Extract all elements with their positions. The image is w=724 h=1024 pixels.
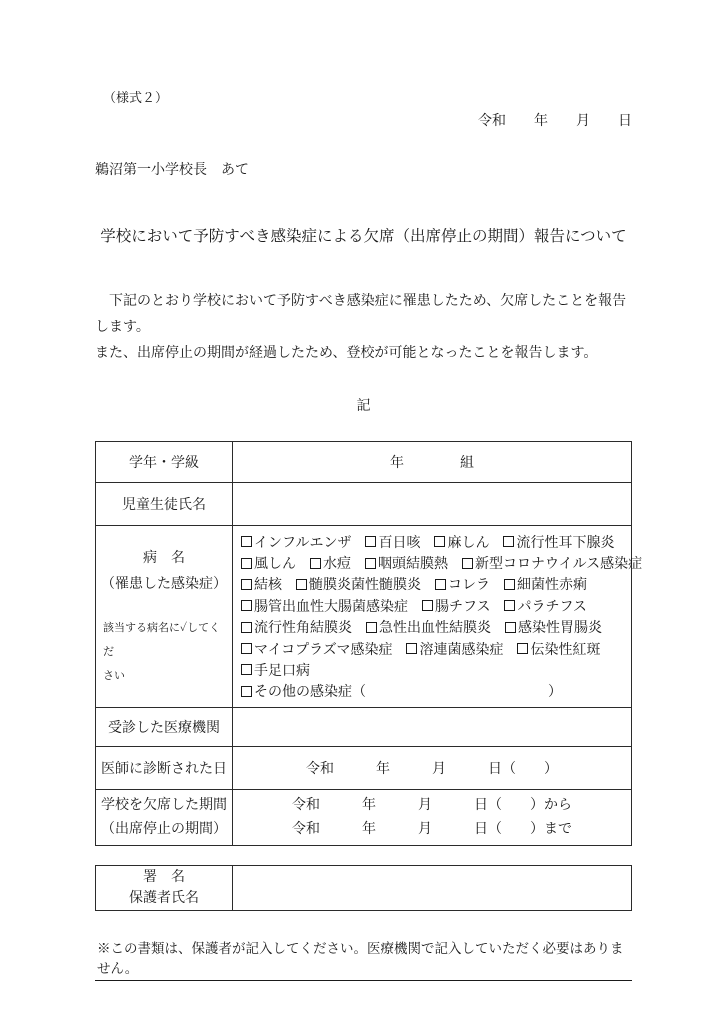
disease-label: 咽頭結膜熱 bbox=[378, 557, 448, 573]
checkbox-icon bbox=[503, 536, 514, 547]
disease-checkbox-item bbox=[517, 639, 600, 659]
checkbox-icon bbox=[365, 536, 376, 547]
signature-table bbox=[95, 865, 632, 911]
student-name-row-value bbox=[233, 483, 631, 525]
disease-line-6 bbox=[241, 638, 642, 659]
disease-checkbox-item bbox=[241, 532, 351, 552]
disease-label: 麻しん bbox=[447, 535, 490, 551]
disease-line-2 bbox=[241, 552, 642, 573]
table-row-student-name bbox=[96, 483, 631, 526]
disease-checkbox-item bbox=[505, 617, 602, 637]
disease-checkbox-item bbox=[241, 574, 282, 594]
disease-checkbox-item bbox=[241, 553, 296, 573]
disease-checkbox-item bbox=[296, 574, 421, 594]
disease-label: 新型コロナウイルス感染症 bbox=[475, 557, 643, 573]
table-row-absence-period bbox=[96, 790, 631, 845]
checkbox-icon bbox=[422, 600, 433, 611]
table-row-grade bbox=[96, 442, 631, 483]
disease-label: 結核 bbox=[254, 578, 282, 594]
report-date-line: 令和 年 月 日 bbox=[478, 114, 632, 129]
disease-label: コレラ bbox=[448, 578, 490, 594]
disease-line-3 bbox=[241, 574, 642, 595]
disease-label: 風しん bbox=[254, 557, 296, 573]
disease-checkbox-item bbox=[504, 574, 587, 594]
disease-label: その他の感染症（ ） bbox=[254, 685, 562, 701]
checkbox-icon bbox=[406, 643, 417, 654]
form-code: （様式２） bbox=[103, 90, 169, 105]
disease-line-8 bbox=[241, 681, 642, 702]
checkbox-icon bbox=[241, 664, 252, 675]
disease-note-line-1: 該当する病名に✓してくだ bbox=[103, 622, 221, 658]
checkbox-icon bbox=[241, 536, 252, 547]
absence-value-line-2: 令和 年 月 日（ ）まで bbox=[292, 821, 572, 837]
absence-label-line-2: （出席停止の期間） bbox=[101, 821, 227, 837]
absence-row-label bbox=[96, 790, 233, 845]
disease-checkbox-item bbox=[366, 617, 491, 637]
body-line-2: また、出席停止の期間が経過したため、登校が可能となったことを報告します。 bbox=[95, 346, 598, 361]
disease-label: 急性出血性結膜炎 bbox=[379, 621, 491, 637]
disease-line-5 bbox=[241, 617, 642, 638]
clinic-row-label: 受診した医療機関 bbox=[96, 708, 233, 746]
disease-checkbox-item bbox=[241, 660, 310, 680]
disease-checkbox-list bbox=[233, 526, 646, 707]
body-line-1: 下記のとおり学校において予防すべき感染症に罹患したため、欠席したことを報告します。 bbox=[95, 294, 627, 335]
disease-checkbox-item bbox=[241, 617, 352, 637]
disease-label: 手足口病 bbox=[254, 663, 310, 679]
checkbox-icon bbox=[434, 536, 445, 547]
disease-label: 水痘 bbox=[323, 557, 351, 573]
disease-checkbox-item bbox=[406, 639, 503, 659]
disease-checkbox-item bbox=[310, 553, 351, 573]
table-row-diagnosis-date bbox=[96, 747, 631, 790]
disease-label: 流行性耳下腺炎 bbox=[516, 535, 615, 551]
disease-checkbox-item bbox=[434, 532, 489, 552]
table-row-clinic bbox=[96, 708, 631, 747]
disease-line-7 bbox=[241, 659, 642, 680]
grade-row-value: 年 組 bbox=[390, 456, 474, 471]
diagnosis-row-label: 医師に診断された日 bbox=[96, 747, 233, 789]
disease-checkbox-item bbox=[241, 596, 408, 616]
table-row-disease bbox=[96, 526, 643, 708]
signature-row-value bbox=[233, 866, 631, 910]
disease-checkbox-item bbox=[241, 681, 562, 701]
checkbox-icon bbox=[435, 579, 446, 590]
disease-label-line-1: 病 名 bbox=[143, 551, 185, 566]
disease-checkbox-item bbox=[435, 574, 490, 594]
checkbox-icon bbox=[241, 643, 252, 654]
disease-line-1 bbox=[241, 531, 642, 552]
checkbox-icon bbox=[365, 558, 376, 569]
checkbox-icon bbox=[366, 622, 377, 633]
disease-note-line-2: さい bbox=[103, 670, 125, 682]
checkbox-icon bbox=[504, 600, 515, 611]
checkbox-icon bbox=[517, 643, 528, 654]
page-title: 学校において予防すべき感染症による欠席（出席停止の期間）報告について bbox=[100, 228, 627, 245]
disease-line-4 bbox=[241, 595, 642, 616]
student-name-row-label: 児童生徒氏名 bbox=[96, 483, 233, 525]
grade-row-label: 学年・学級 bbox=[96, 442, 233, 482]
checkbox-icon bbox=[296, 579, 307, 590]
checkbox-icon bbox=[241, 579, 252, 590]
footer-note bbox=[95, 937, 632, 981]
record-marker: 記 bbox=[356, 399, 371, 414]
checkbox-icon bbox=[241, 600, 252, 611]
footer-note-text: ※この書類は、保護者が記入してください。医療機関で記入していただく必要はありません。 bbox=[95, 937, 632, 981]
disease-label: 細菌性赤痢 bbox=[517, 578, 587, 594]
disease-checkbox-item bbox=[504, 596, 586, 616]
clinic-row-value bbox=[233, 708, 631, 746]
signature-label-line-1: 署 名 bbox=[143, 870, 185, 885]
disease-checkbox-item bbox=[422, 596, 490, 616]
disease-row-label bbox=[96, 526, 233, 707]
disease-label: 溶連菌感染症 bbox=[419, 642, 504, 658]
checkbox-icon bbox=[241, 622, 252, 633]
absence-label-line-1: 学校を欠席した期間 bbox=[101, 797, 227, 813]
disease-label: 腸管出血性大腸菌感染症 bbox=[254, 599, 408, 615]
disease-checkbox-item bbox=[503, 532, 614, 552]
addressee-line: 鵜沼第一小学校長 あて bbox=[95, 163, 249, 178]
disease-label: 腸チフス bbox=[435, 599, 491, 615]
diagnosis-row-value: 令和 年 月 日（ ） bbox=[306, 762, 558, 777]
disease-checkbox-item bbox=[462, 553, 642, 573]
disease-checkbox-item bbox=[241, 639, 392, 659]
disease-label: 百日咳 bbox=[378, 535, 421, 551]
body-paragraph bbox=[95, 289, 632, 367]
disease-label: 感染性胃腸炎 bbox=[518, 621, 602, 637]
checkbox-icon bbox=[462, 558, 473, 569]
disease-label: パラチフス bbox=[517, 599, 587, 615]
absence-row-value bbox=[233, 790, 631, 845]
checkbox-icon bbox=[241, 558, 252, 569]
report-form-table bbox=[95, 441, 643, 846]
disease-label: 流行性角結膜炎 bbox=[254, 621, 352, 637]
checkbox-icon bbox=[505, 622, 516, 633]
disease-checkbox-item bbox=[365, 553, 448, 573]
checkbox-icon bbox=[241, 686, 252, 697]
disease-label-line-2: （罹患した感染症） bbox=[101, 577, 227, 592]
disease-checkbox-item bbox=[365, 532, 420, 552]
disease-label: 髄膜炎菌性髄膜炎 bbox=[309, 578, 421, 594]
signature-row-label bbox=[96, 866, 233, 910]
disease-label: マイコプラズマ感染症 bbox=[254, 642, 393, 658]
absence-value-line-1: 令和 年 月 日（ ）から bbox=[292, 797, 572, 813]
disease-note bbox=[98, 616, 230, 688]
table-row-signature bbox=[96, 866, 631, 910]
checkbox-icon bbox=[504, 579, 515, 590]
signature-label-line-2: 保護者氏名 bbox=[129, 891, 199, 906]
disease-label: インフルエンザ bbox=[254, 535, 352, 551]
checkbox-icon bbox=[310, 558, 321, 569]
disease-label: 伝染性紅斑 bbox=[530, 642, 601, 658]
